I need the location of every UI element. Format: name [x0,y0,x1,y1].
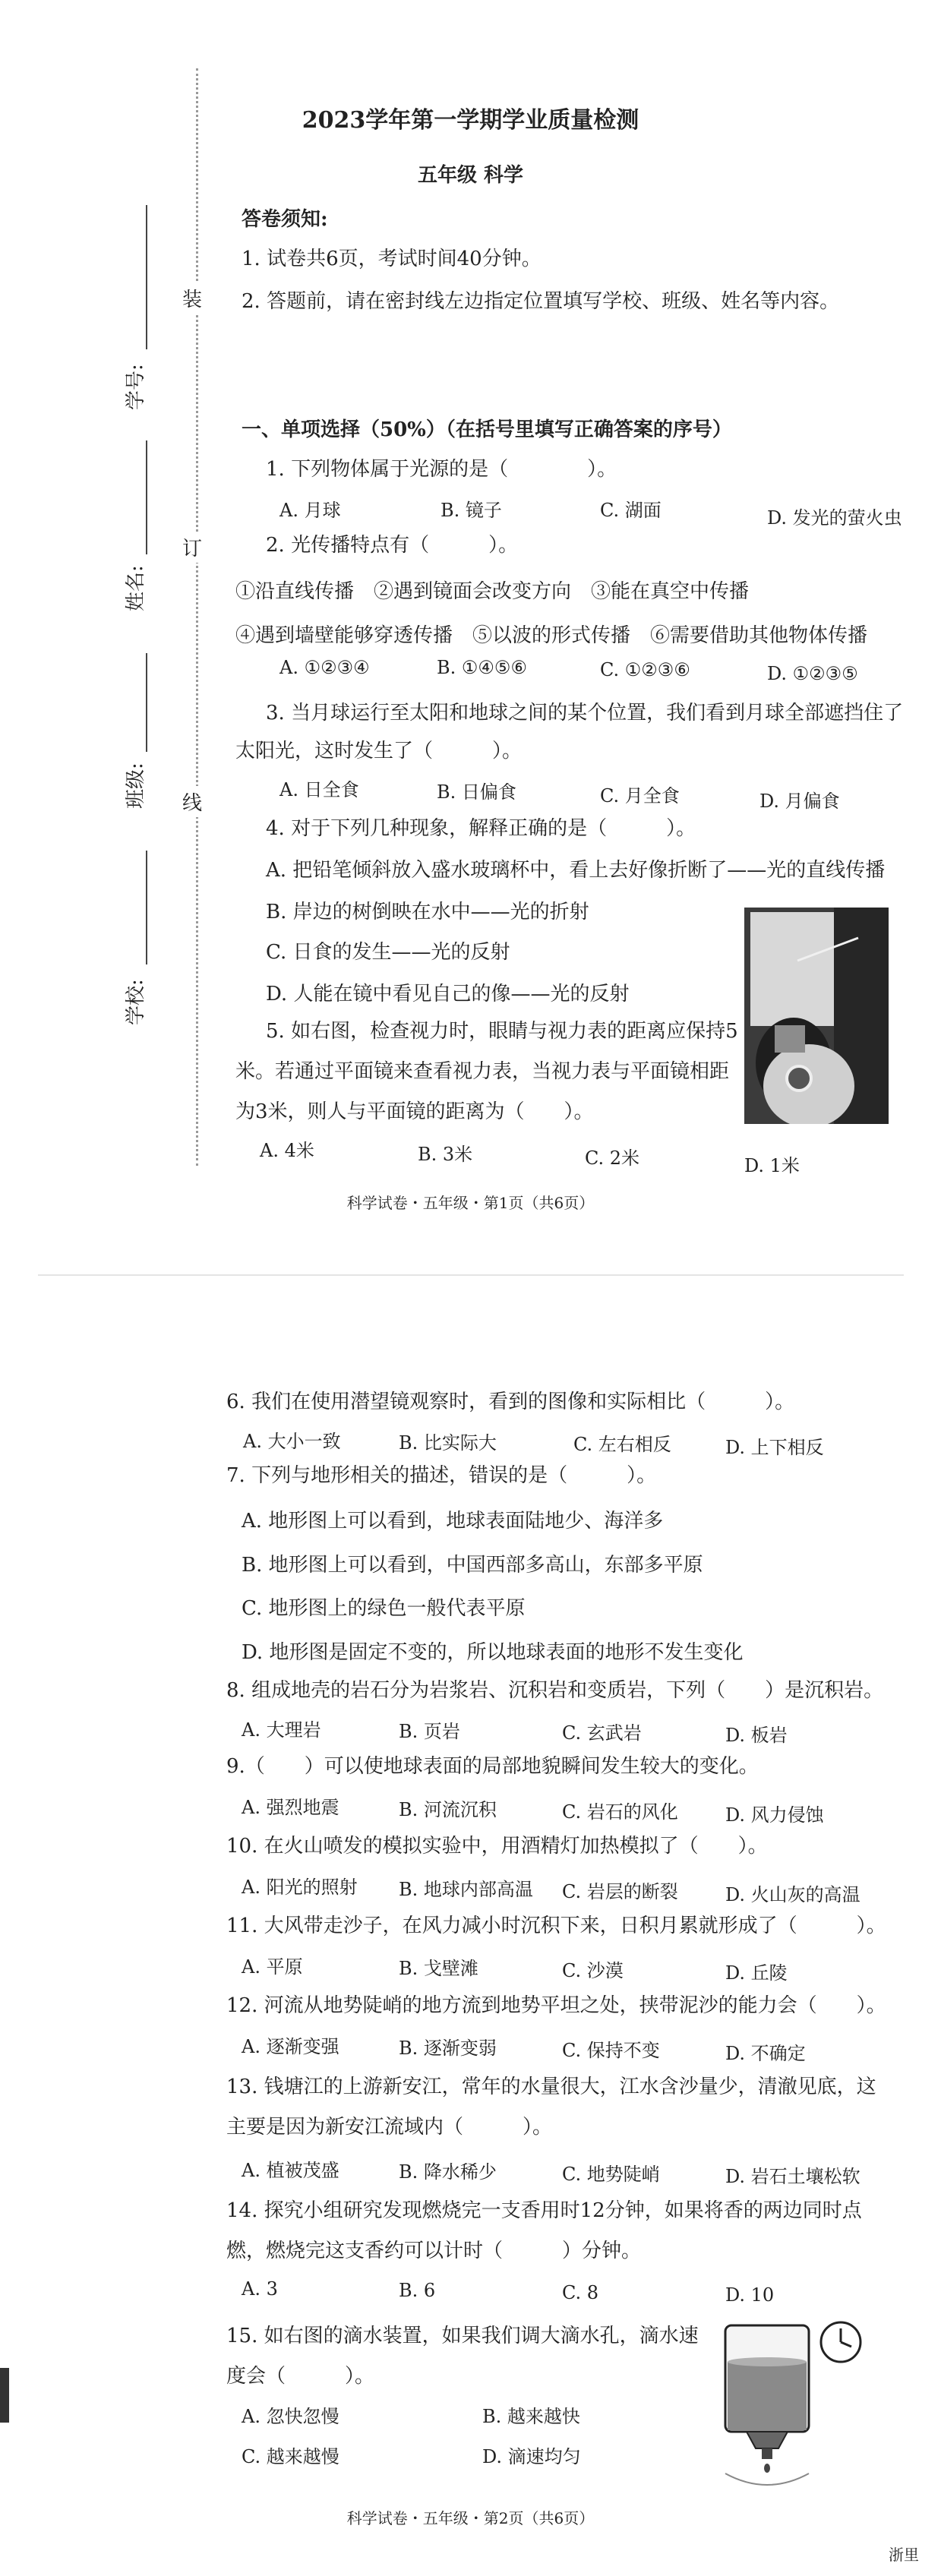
q11-option-b: B. 戈壁滩 [399,1958,478,1979]
q2-stem: 2. 光传播特点有（ ）。 [266,534,519,557]
q2-option-d: D. ①②③⑤ [767,663,858,684]
notice-line: 2. 答题前，请在密封线左边指定位置填写学校、班级、姓名等内容。 [242,290,840,313]
q1-option-a: A. 月球 [279,500,341,521]
q13-option-b: B. 降水稀少 [399,2161,497,2183]
q15-stem-line2: 度会（ ）。 [226,2365,375,2388]
q12-stem: 12. 河流从地势陡峭的地方流到地势平坦之处，挟带泥沙的能力会（ ）。 [226,1994,886,2017]
q7-option-d: D. 地形图是固定不变的，所以地球表面的地形不发生变化 [242,1641,744,1664]
q5-stem-line3: 为3米，则人与平面镜的距离为（ ）。 [235,1100,594,1123]
q6-option-d: D. 上下相反 [725,1437,824,1458]
binding-dotted-line [196,68,198,1166]
q1-option-b: B. 镜子 [441,500,502,521]
q4-option-b: B. 岸边的树倒映在水中——光的折射 [266,901,589,923]
q11-stem: 11. 大风带走沙子，在风力减小时沉积下来，日积月累就形成了（ ）。 [226,1915,886,1937]
q5-stem-line1: 5. 如右图，检查视力时，眼睛与视力表的距离应保持5 [266,1020,738,1043]
eye-test-photo [744,908,889,1124]
q6-option-c: C. 左右相反 [573,1434,671,1455]
name-blank-line [146,440,147,554]
q12-option-b: B. 逐渐变弱 [399,2038,497,2059]
q15-option-b: B. 越来越快 [482,2406,580,2427]
q4-option-c: C. 日食的发生——光的反射 [266,941,510,964]
q3-option-c: C. 月全食 [600,785,680,807]
class-blank-line [146,653,147,752]
corner-mark: 浙里 [889,2546,919,2564]
q6-option-a: A. 大小一致 [243,1431,341,1452]
q9-option-a: A. 强烈地震 [242,1797,339,1818]
school-label: 学校: [125,979,147,1025]
q3-option-b: B. 日偏食 [437,781,516,803]
q1-option-d: D. 发光的萤火虫 [767,507,902,529]
q2-statements-2: ④遇到墙壁能够穿透传播 ⑤以波的形式传播 ⑥需要借助其他物体传播 [235,624,868,647]
q5-option-b: B. 3米 [418,1144,473,1165]
q10-option-b: B. 地球内部高温 [399,1879,533,1900]
q11-option-a: A. 平原 [242,1956,303,1978]
q1-option-c: C. 湖面 [600,500,662,521]
q4-option-a: A. 把铅笔倾斜放入盛水玻璃杯中，看上去好像折断了——光的直线传播 [266,859,886,882]
class-label: 班级: [125,762,147,809]
q9-stem: 9.（ ）可以使地球表面的局部地貌瞬间发生较大的变化。 [226,1755,759,1778]
page-1-footer: 科学试卷・五年级・第1页（共6页） [346,1194,595,1212]
q5-option-a: A. 4米 [260,1140,314,1161]
page-separator [38,1274,904,1276]
q4-stem: 4. 对于下列几种现象，解释正确的是（ ）。 [266,817,696,840]
q2-option-c: C. ①②③⑥ [600,659,690,680]
q5-option-c: C. 2米 [585,1148,640,1169]
q8-option-b: B. 页岩 [399,1721,460,1742]
q6-option-b: B. 比实际大 [399,1432,497,1454]
q13-option-a: A. 植被茂盛 [242,2160,339,2181]
q1-stem: 1. 下列物体属于光源的是（ ）。 [266,458,617,481]
q5-stem-line2: 米。若通过平面镜来查看视力表，当视力表与平面镜相距 [235,1060,730,1083]
student-no-blank-line [146,205,147,349]
q3-stem-line1: 3. 当月球运行至太阳和地球之间的某个位置，我们看到月球全部遮挡住了 [266,702,904,724]
q6-stem: 6. 我们在使用潜望镜观察时，看到的图像和实际相比（ ）。 [226,1391,795,1413]
q11-option-d: D. 丘陵 [725,1962,788,1984]
q9-option-c: C. 岩石的风化 [562,1801,678,1823]
section-1-heading: 一、单项选择（50%）（在括号里填写正确答案的序号） [242,418,732,441]
q15-option-c: C. 越来越慢 [242,2446,339,2467]
q15-stem-line1: 15. 如右图的滴水装置，如果我们调大滴水孔，滴水速 [226,2325,699,2347]
exam-title: 2023学年第一学期学业质量检测 [302,107,639,134]
q8-option-c: C. 玄武岩 [562,1722,642,1744]
q14-option-c: C. 8 [562,2282,599,2303]
q14-stem-line1: 14. 探究小组研究发现燃烧完一支香用时12分钟，如果将香的两边同时点 [226,2199,862,2222]
q7-option-c: C. 地形图上的绿色一般代表平原 [242,1597,526,1620]
q3-option-a: A. 日全食 [279,779,359,800]
q15-option-a: A. 忽快忽慢 [242,2406,339,2427]
q9-option-d: D. 风力侵蚀 [725,1804,824,1826]
q2-statements-1: ①沿直线传播 ②遇到镜面会改变方向 ③能在真空中传播 [235,580,750,603]
q14-option-a: A. 3 [242,2278,278,2300]
q13-option-d: D. 岩石土壤松软 [725,2166,860,2187]
q14-option-b: B. 6 [399,2280,436,2301]
q8-option-d: D. 板岩 [725,1725,788,1746]
bind-char-zhuang: 装 [182,283,202,314]
q8-option-a: A. 大理岩 [242,1719,321,1741]
eye-test-illustration [744,908,889,1124]
exam-subtitle: 五年级 科学 [417,164,524,187]
q14-stem-line2: 燃，燃烧完这支香约可以计时（ ）分钟。 [226,2240,642,2262]
notice-heading: 答卷须知: [242,208,328,231]
bind-char-xian: 线 [182,786,202,817]
q15-option-d: D. 滴速均匀 [482,2446,581,2467]
q14-option-d: D. 10 [725,2284,775,2306]
q5-option-d: D. 1米 [744,1155,800,1176]
q12-option-a: A. 逐渐变强 [242,2036,339,2057]
notice-line: 1. 试卷共6页，考试时间40分钟。 [242,248,542,270]
q13-stem-line1: 13. 钱塘江的上游新安江，常年的水量很大，江水含沙量少，清澈见底，这 [226,2076,876,2098]
bind-char-ding: 订 [182,532,202,563]
name-label: 姓名: [125,565,147,611]
bottle-icon [725,2325,809,2485]
q12-option-c: C. 保持不变 [562,2040,660,2061]
scan-edge-mark [0,2368,9,2423]
drip-apparatus-illustration [710,2318,866,2492]
q7-option-a: A. 地形图上可以看到，地球表面陆地少、海洋多 [242,1510,664,1533]
q10-option-d: D. 火山灰的高温 [725,1884,860,1905]
q3-option-d: D. 月偏食 [759,791,840,812]
school-blank-line [146,851,147,964]
q13-option-c: C. 地势陡峭 [562,2164,660,2185]
q9-option-b: B. 河流沉积 [399,1799,497,1820]
clock-icon [821,2322,860,2362]
q3-stem-line2: 太阳光，这时发生了（ ）。 [235,740,523,762]
q2-option-a: A. ①②③④ [279,657,370,678]
q4-option-d: D. 人能在镜中看见自己的像——光的反射 [266,983,630,1005]
q12-option-d: D. 不确定 [725,2043,806,2064]
q13-stem-line2: 主要是因为新安江流域内（ ）。 [226,2116,553,2139]
q10-option-a: A. 阳光的照射 [242,1877,358,1898]
q11-option-c: C. 沙漠 [562,1960,624,1981]
q10-stem: 10. 在火山喷发的模拟实验中，用酒精灯加热模拟了（ ）。 [226,1835,768,1858]
q10-option-c: C. 岩层的断裂 [562,1881,678,1902]
q7-option-b: B. 地形图上可以看到，中国西部多高山，东部多平原 [242,1554,703,1577]
page-2-footer: 科学试卷・五年级・第2页（共6页） [346,2509,595,2527]
q7-stem: 7. 下列与地形相关的描述，错误的是（ ）。 [226,1464,657,1487]
student-no-label: 学号: [125,364,147,410]
q2-option-b: B. ①④⑤⑥ [437,657,527,678]
q8-stem: 8. 组成地壳的岩石分为岩浆岩、沉积岩和变质岩，下列（ ）是沉积岩。 [226,1679,884,1702]
